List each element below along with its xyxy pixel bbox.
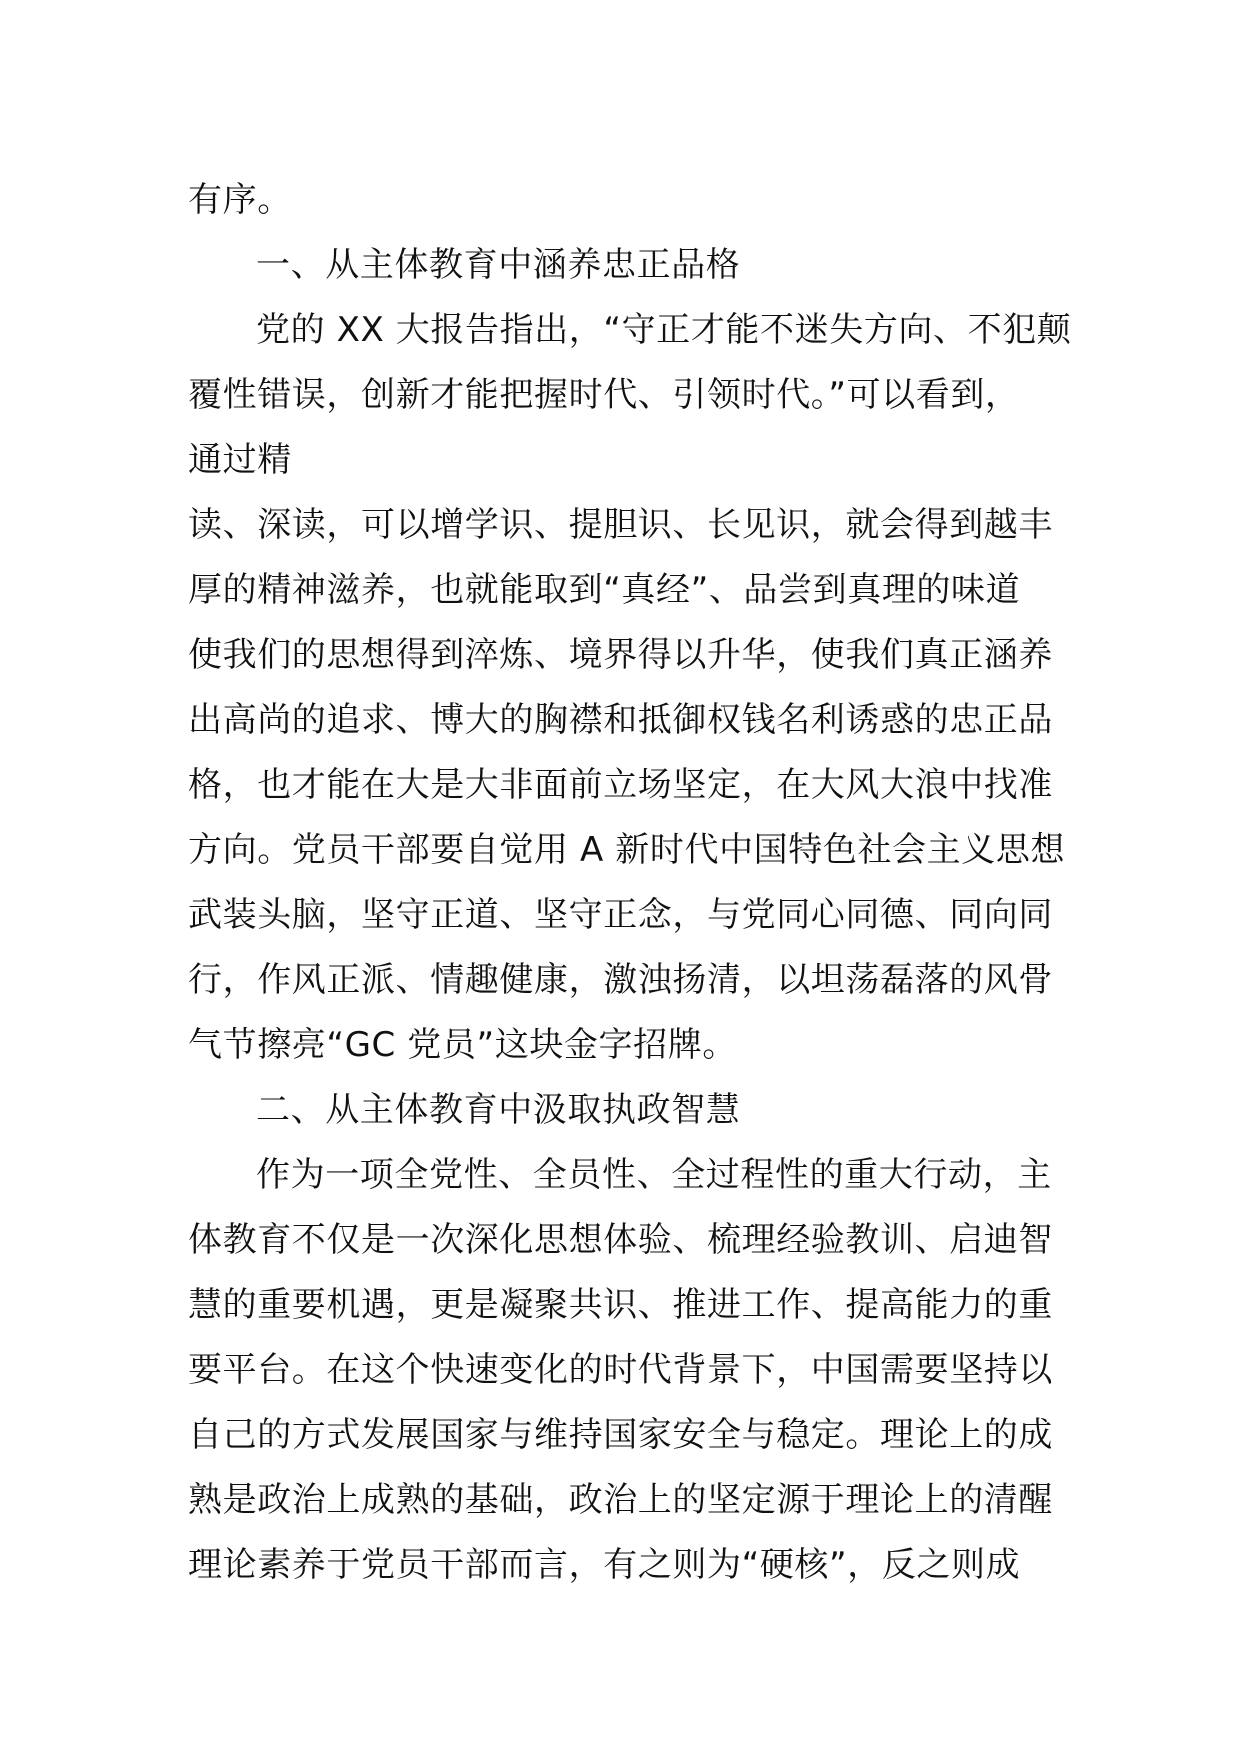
- document-body: [188, 168, 1072, 1598]
- text-line: 自己的方式发展国家与维持国家安全与稳定。理论上的成: [188, 1415, 1053, 1455]
- section-heading: 二、从主体教育中汲取执政智慧: [256, 1090, 741, 1130]
- text-line: 方向。党员干部要自觉用 A 新时代中国特色社会主义思想: [188, 830, 1066, 870]
- text-line: 覆性错误，创新才能把握时代、引领时代。”可以看到，: [188, 375, 1020, 415]
- text-line: 行，作风正派、情趣健康，激浊扬清，以坦荡磊落的风骨: [188, 960, 1053, 1000]
- section-heading: 一、从主体教育中涵养忠正品格: [256, 245, 741, 285]
- text-line: 作为一项全党性、全员性、全过程性的重大行动，主: [256, 1155, 1052, 1195]
- text-line: 党的 XX 大报告指出，“守正才能不迷失方向、不犯颠: [256, 310, 1072, 350]
- text-line: 读、深读，可以增学识、提胆识、长见识，就会得到越丰: [188, 505, 1053, 545]
- text-line: 慧的重要机遇，更是凝聚共识、推进工作、提高能力的重: [188, 1285, 1053, 1325]
- text-line: 熟是政治上成熟的基础，政治上的坚定源于理论上的清醒: [188, 1480, 1053, 1520]
- text-line: 武装头脑，坚守正道、坚守正念，与党同心同德、同向同: [188, 895, 1053, 935]
- text-line: 通过精: [188, 440, 292, 480]
- text-line: 使我们的思想得到淬炼、境界得以升华，使我们真正涵养: [188, 635, 1053, 675]
- text-line: 要平台。在这个快速变化的时代背景下，中国需要坚持以: [188, 1350, 1053, 1390]
- text-line: 理论素养于党员干部而言，有之则为“硬核”，反之则成: [188, 1545, 1021, 1585]
- text-line: 体教育不仅是一次深化思想体验、梳理经验教训、启迪智: [188, 1220, 1053, 1260]
- text-line: 格，也才能在大是大非面前立场坚定，在大风大浪中找准: [188, 765, 1053, 805]
- text-line: 出高尚的追求、博大的胸襟和抵御权钱名利诱惑的忠正品: [188, 700, 1053, 740]
- text-line: 有序。: [188, 180, 292, 220]
- text-line: 气节擦亮“GC 党员”这块金字招牌。: [188, 1025, 737, 1065]
- text-line: 厚的精神滋养，也就能取到“真经”、品尝到真理的味道: [188, 570, 1021, 610]
